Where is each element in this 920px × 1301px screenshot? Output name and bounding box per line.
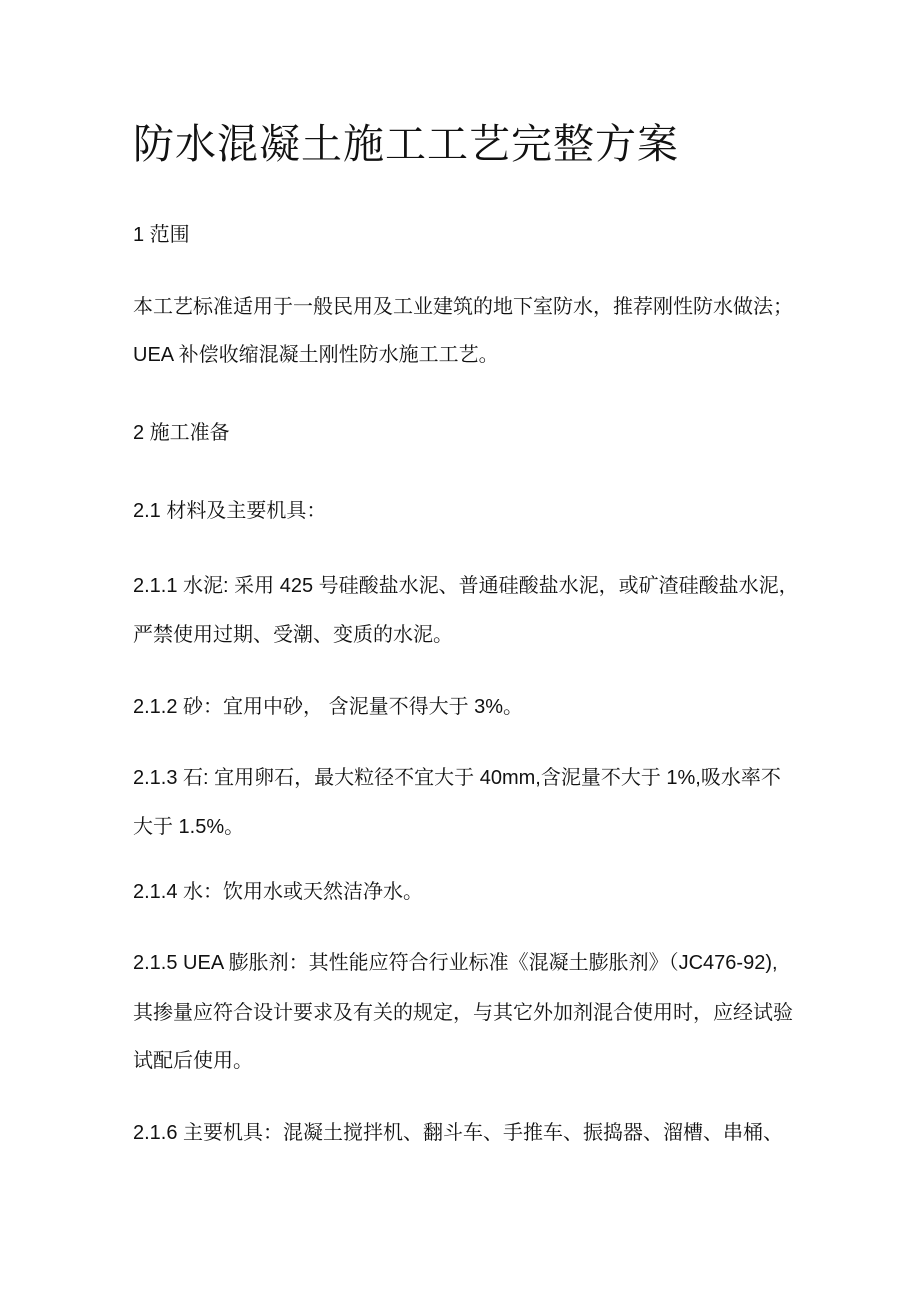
paragraph-line: 本工艺标准适用于一般民用及工业建筑的地下室防水，推荐刚性防水做法； bbox=[133, 296, 793, 318]
paragraph-line: 2.1.2 砂：宜用中砂， 含泥量不得大于 3%。 bbox=[133, 696, 524, 718]
paragraph-line: 2.1.5 UEA 膨胀剂：其性能应符合行业标准《混凝土膨胀剂》（JC476-92), bbox=[133, 952, 778, 974]
paragraph-line: 2.1.6 主要机具：混凝土搅拌机、翻斗车、手推车、振捣器、溜槽、串桶、 bbox=[133, 1122, 784, 1144]
paragraph-line: 严禁使用过期、受潮、变质的水泥。 bbox=[133, 624, 453, 646]
subsection-heading: 2.1 材料及主要机具： bbox=[133, 500, 327, 522]
paragraph-line: 2.1.3 石: 宜用卵石，最大粒径不宜大于 40mm,含泥量不大于 1%,吸水率不 bbox=[133, 767, 781, 789]
paragraph-line: 其掺量应符合设计要求及有关的规定，与其它外加剂混合使用时，应经试验 bbox=[133, 1002, 793, 1024]
paragraph-line: 2.1.4 水：饮用水或天然洁净水。 bbox=[133, 881, 424, 903]
document-title: 防水混凝土施工工艺完整方案 bbox=[133, 120, 679, 168]
section-heading-preparation: 2 施工准备 bbox=[133, 422, 230, 444]
paragraph-line: 2.1.1 水泥: 采用 425 号硅酸盐水泥、普通硅酸盐水泥，或矿渣硅酸盐水泥， bbox=[133, 575, 799, 597]
section-heading-scope: 1 范围 bbox=[133, 224, 190, 246]
paragraph-line: UEA 补偿收缩混凝土刚性防水施工工艺。 bbox=[133, 344, 499, 366]
paragraph-line: 试配后使用。 bbox=[133, 1050, 253, 1072]
paragraph-line: 大于 1.5%。 bbox=[133, 816, 245, 838]
